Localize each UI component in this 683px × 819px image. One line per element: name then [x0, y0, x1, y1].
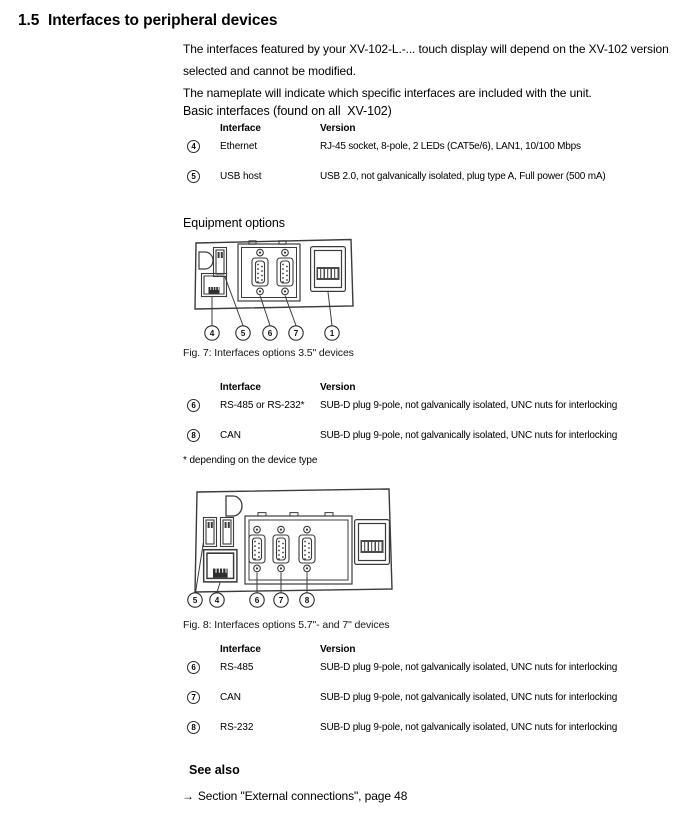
fig8-caption: Fig. 8: Interfaces options 5.7"- and 7" devices: [183, 619, 390, 631]
table-header-row: [183, 643, 682, 656]
page-title: Interfaces to peripheral devices: [48, 12, 278, 29]
interface-cell: RS-485: [220, 662, 254, 673]
callout-badge: 6: [187, 661, 200, 674]
version-cell: SUB-D plug 9-pole, not galvanically isolated, UNC nuts for interlocking: [320, 722, 618, 733]
fig8-diagram: [186, 486, 398, 614]
col-header-version: Version: [320, 382, 356, 393]
arrow-icon: →: [182, 789, 194, 803]
version-cell: SUB-D plug 9-pole, not galvanically isolated, UNC nuts for interlocking: [320, 400, 618, 411]
table-row: [183, 399, 682, 412]
basic-interfaces-label: Basic interfaces (found on all XV-102): [183, 104, 392, 118]
section-number: 1.5: [18, 12, 40, 29]
callout-badge: 5: [187, 170, 200, 183]
reference-link[interactable]: Section "External connections", page 48: [197, 789, 408, 803]
callout-badge: 8: [187, 429, 200, 442]
callout-numbers: [210, 329, 335, 338]
callout-number: 5: [192, 596, 198, 606]
version-cell: SUB-D plug 9-pole, not galvanically isolated, UNC nuts for interlocking: [320, 692, 618, 703]
col-header-version: Version: [320, 123, 356, 134]
footnote: * depending on the device type: [183, 455, 318, 466]
cross-reference[interactable]: [182, 789, 407, 803]
fig7-caption: Fig. 7: Interfaces options 3.5" devices: [183, 347, 354, 359]
interface-cell: RS-485 or RS-232*: [220, 400, 305, 411]
nameplate-paragraph: The nameplate will indicate which specific interfaces are included with the unit.: [183, 86, 592, 100]
callout-number: 6: [254, 596, 260, 606]
interface-cell: RS-232: [220, 722, 254, 733]
table-header-row: [183, 122, 682, 135]
table-row: [183, 429, 682, 442]
table-row: [183, 691, 682, 704]
callout-badge: 8: [187, 721, 200, 734]
table-row: [183, 721, 682, 734]
callout-number: 7: [293, 329, 299, 339]
options-35-table: [183, 381, 682, 459]
interface-cell: Ethernet: [220, 141, 258, 152]
fig7-diagram: [192, 236, 357, 344]
callout-badge: 7: [187, 691, 200, 704]
callout-badge: 4: [187, 140, 200, 153]
col-header-interface: Interface: [220, 382, 261, 393]
interface-cell: CAN: [220, 692, 241, 703]
callout-number: 4: [214, 596, 220, 606]
callout-circles: [188, 593, 314, 607]
table-row: [183, 170, 682, 183]
intro-paragraph: The interfaces featured by your XV-102-L.-... touch display will depend on the XV-102 version selected and cannot be modified.: [183, 42, 669, 78]
col-header-version: Version: [320, 644, 356, 655]
version-cell: SUB-D plug 9-pole, not galvanically isolated, UNC nuts for interlocking: [320, 430, 618, 441]
table-header-row: [183, 381, 682, 394]
options-57-table: [183, 643, 682, 751]
callout-number: 1: [329, 329, 335, 339]
version-cell: RJ-45 socket, 8-pole, 2 LEDs (CAT5e/6), LAN1, 10/100 Mbps: [320, 141, 581, 152]
col-header-interface: Interface: [220, 644, 261, 655]
version-cell: USB 2.0, not galvanically isolated, plug type A, Full power (500 mA): [320, 171, 606, 182]
col-header-interface: Interface: [220, 123, 261, 134]
callout-number: 5: [240, 329, 246, 339]
equipment-options-label: Equipment options: [183, 216, 285, 230]
callout-number: 8: [304, 596, 310, 606]
callout-number: 6: [267, 329, 273, 339]
table-row: [183, 661, 682, 674]
section-heading: [18, 12, 277, 30]
interface-cell: USB host: [220, 171, 262, 182]
version-cell: SUB-D plug 9-pole, not galvanically isolated, UNC nuts for interlocking: [320, 662, 618, 673]
see-also-label: See also: [189, 763, 240, 777]
table-row: [183, 140, 682, 153]
callout-number: 7: [278, 596, 284, 606]
interface-cell: CAN: [220, 430, 241, 441]
callout-number: 4: [209, 329, 215, 339]
callout-badge: 6: [187, 399, 200, 412]
basic-interfaces-table: [183, 122, 682, 200]
